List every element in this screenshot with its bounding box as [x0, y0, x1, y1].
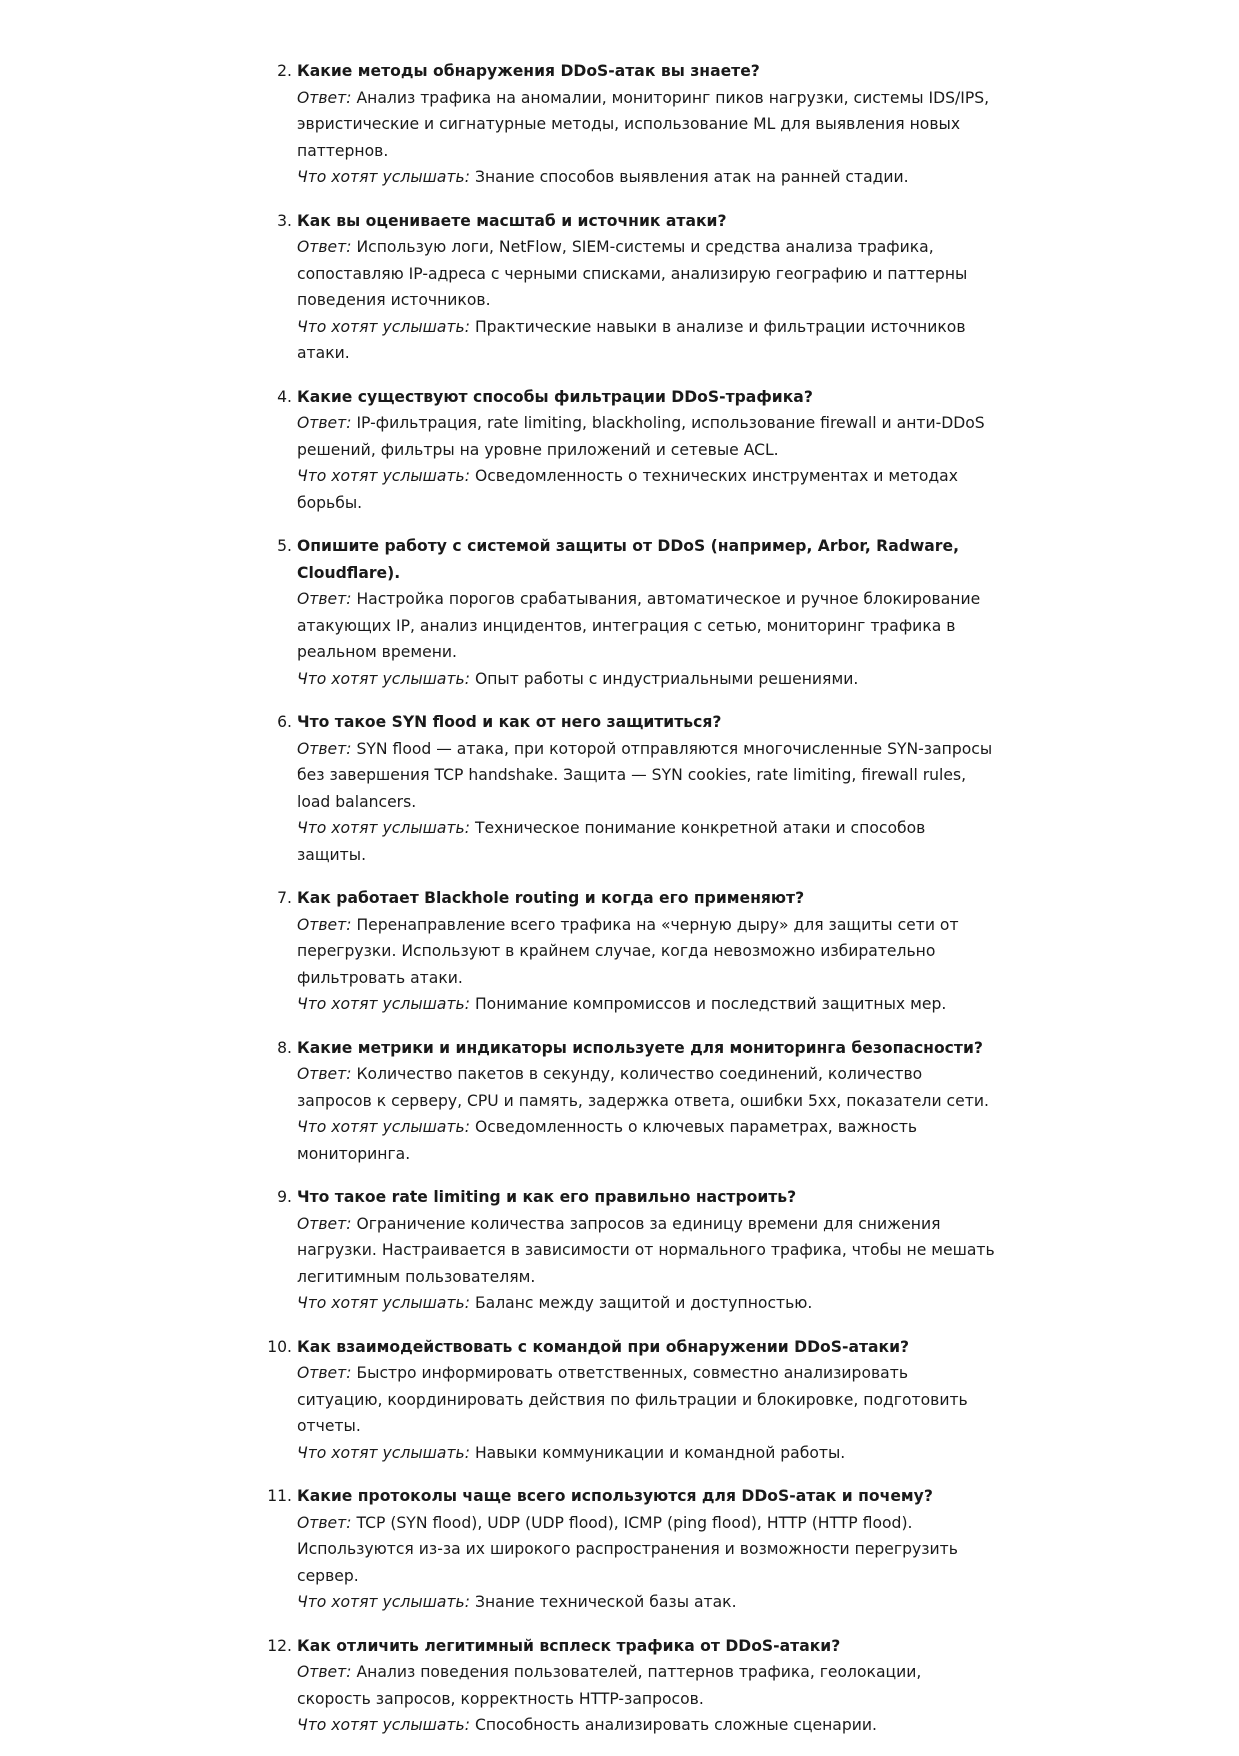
want-text: Знание технической базы атак. [474, 1593, 737, 1611]
answer-block [297, 234, 997, 314]
want-label: Что хотят услышать: [297, 819, 470, 837]
item-number: 7. [277, 889, 292, 907]
want-block [297, 1440, 997, 1467]
want-block [297, 815, 997, 868]
want-label: Что хотят услышать: [297, 1716, 470, 1734]
want-block [297, 1712, 997, 1739]
answer-text: Настройка порогов срабатывания, автоматическое и ручное блокирование атакующих IP, анализ инцидентов, интеграция с сетью, мониторинг трафика в реальном времени. [297, 590, 981, 661]
answer-block [297, 1211, 997, 1291]
answer-block [297, 1360, 997, 1440]
want-block [297, 314, 997, 367]
want-text: Понимание компромиссов и последствий защитных мер. [474, 995, 947, 1013]
answer-block [297, 1510, 997, 1590]
item-number: 6. [277, 713, 292, 731]
answer-block [297, 736, 997, 816]
answer-text: Анализ поведения пользователей, паттернов трафика, геолокации, скорость запросов, корректность HTTP-запросов. [297, 1663, 922, 1708]
question-text: Как вы оцениваете масштаб и источник атаки? [297, 211, 727, 230]
want-label: Что хотят услышать: [297, 1593, 470, 1611]
answer-label: Ответ: [297, 1364, 352, 1382]
want-block [297, 666, 997, 693]
question-item-7 [277, 885, 997, 1018]
want-label: Что хотят услышать: [297, 995, 470, 1013]
want-block [297, 1589, 997, 1616]
question-item-12 [267, 1633, 997, 1739]
want-text: Техническое понимание конкретной атаки и способов защиты. [297, 819, 926, 864]
question-item-11 [267, 1483, 997, 1616]
item-number: 12. [267, 1636, 292, 1655]
answer-text: Использую логи, NetFlow, SIEM-системы и средства анализа трафика, сопоставляю IP-адреса с черными списками, анализирую географию и паттерны поведения источников. [297, 238, 968, 309]
want-label: Что хотят услышать: [297, 1118, 470, 1136]
want-label: Что хотят услышать: [297, 1294, 470, 1312]
answer-label: Ответ: [297, 1663, 352, 1681]
answer-label: Ответ: [297, 1065, 352, 1083]
question-item-8 [277, 1035, 997, 1168]
want-label: Что хотят услышать: [297, 467, 470, 485]
want-block [297, 1290, 997, 1317]
item-number: 4. [277, 387, 292, 406]
question-item-6 [277, 709, 997, 868]
answer-label: Ответ: [297, 1214, 352, 1233]
answer-text: SYN flood — атака, при которой отправляются многочисленные SYN-запросы без завершения TCP handshake. Защита — SYN cookies, rate limiting, firewall rules, load balancers. [297, 739, 993, 811]
question-item-2 [277, 58, 997, 191]
answer-label: Ответ: [297, 238, 352, 256]
question-list [267, 58, 997, 1756]
want-label: Что хотят услышать: [297, 1443, 470, 1462]
item-number: 8. [277, 1038, 292, 1057]
answer-block [297, 912, 997, 992]
want-label: Что хотят услышать: [297, 669, 470, 688]
question-item-10 [267, 1334, 997, 1467]
answer-label: Ответ: [297, 590, 352, 608]
question-text: Какие метрики и индикаторы используете для мониторинга безопасности? [297, 1038, 983, 1057]
question-text: Какие методы обнаружения DDoS-атак вы знаете? [297, 62, 760, 80]
answer-text: Ограничение количества запросов за единицу времени для снижения нагрузки. Настраивается в зависимости от нормального трафика, чтобы не мешать легитимным пользователям. [297, 1214, 995, 1286]
want-text: Баланс между защитой и доступностью. [474, 1294, 813, 1312]
answer-text: Анализ трафика на аномалии, мониторинг пиков нагрузки, системы IDS/IPS, эвристические и сигнатурные методы, использование ML для выявления новых паттернов. [297, 88, 990, 160]
answer-text: Количество пакетов в секунду, количество соединений, количество запросов к серверу, CPU и память, задержка ответа, ошибки 5xx, показатели сети. [297, 1065, 989, 1110]
want-block [297, 991, 997, 1018]
answer-text: TCP (SYN flood), UDP (UDP flood), ICMP (ping flood), HTTP (HTTP flood). Используются из-за их широкого распространения и возможности перегрузить сервер. [297, 1513, 958, 1585]
question-text: Какие протоколы чаще всего используются для DDoS-атак и почему? [297, 1487, 933, 1505]
want-text: Практические навыки в анализе и фильтрации источников атаки. [297, 317, 966, 362]
question-item-4 [277, 384, 997, 517]
question-text: Что такое SYN flood и как от него защититься? [297, 713, 722, 731]
answer-text: Перенаправление всего трафика на «черную дыру» для защиты сети от перегрузки. Используют в крайнем случае, когда невозможно избирательно фильтровать атаки. [297, 915, 959, 987]
question-item-5 [277, 533, 997, 692]
want-label: Что хотят услышать: [297, 317, 470, 336]
answer-block [297, 85, 997, 165]
answer-label: Ответ: [297, 88, 352, 107]
answer-block [297, 1061, 997, 1114]
answer-label: Ответ: [297, 1513, 352, 1532]
want-block [297, 463, 997, 516]
item-number: 3. [277, 211, 292, 230]
answer-label: Ответ: [297, 414, 352, 432]
want-text: Способность анализировать сложные сценарии. [474, 1716, 877, 1734]
want-text: Осведомленность о ключевых параметрах, важность мониторинга. [297, 1118, 918, 1163]
item-number: 10. [267, 1337, 292, 1356]
answer-label: Ответ: [297, 739, 352, 758]
question-text: Что такое rate limiting и как его правильно настроить? [297, 1188, 797, 1206]
item-number: 2. [277, 62, 292, 80]
want-block [297, 1114, 997, 1167]
answer-block [297, 410, 997, 463]
question-text: Как взаимодействовать с командой при обнаружении DDoS-атаки? [297, 1337, 910, 1356]
question-text: Опишите работу с системой защиты от DDoS (например, Arbor, Radware, Cloudflare). [297, 537, 959, 582]
answer-block [297, 1659, 997, 1712]
want-text: Осведомленность о технических инструментах и методах борьбы. [297, 467, 958, 512]
question-item-3 [277, 208, 997, 367]
item-number: 5. [277, 537, 292, 555]
want-text: Знание способов выявления атак на ранней стадии. [474, 168, 909, 186]
want-text: Навыки коммуникации и командной работы. [474, 1443, 846, 1462]
item-number: 11. [267, 1487, 292, 1505]
question-text: Как отличить легитимный всплеск трафика от DDoS-атаки? [297, 1636, 841, 1655]
want-text: Опыт работы с индустриальными решениями. [474, 669, 859, 688]
answer-text: Быстро информировать ответственных, совместно анализировать ситуацию, координировать действия по фильтрации и блокировке, подготовить отчеты. [297, 1364, 968, 1435]
item-number: 9. [277, 1188, 292, 1206]
question-item-9 [277, 1184, 997, 1317]
answer-block [297, 586, 997, 666]
answer-text: IP-фильтрация, rate limiting, blackholing, использование firewall и анти-DDoS решений, фильтры на уровне приложений и сетевые ACL. [297, 414, 985, 459]
want-label: Что хотят услышать: [297, 168, 470, 186]
question-text: Как работает Blackhole routing и когда его применяют? [297, 889, 805, 907]
answer-label: Ответ: [297, 915, 352, 934]
want-block [297, 164, 997, 191]
question-text: Какие существуют способы фильтрации DDoS-трафика? [297, 387, 813, 406]
